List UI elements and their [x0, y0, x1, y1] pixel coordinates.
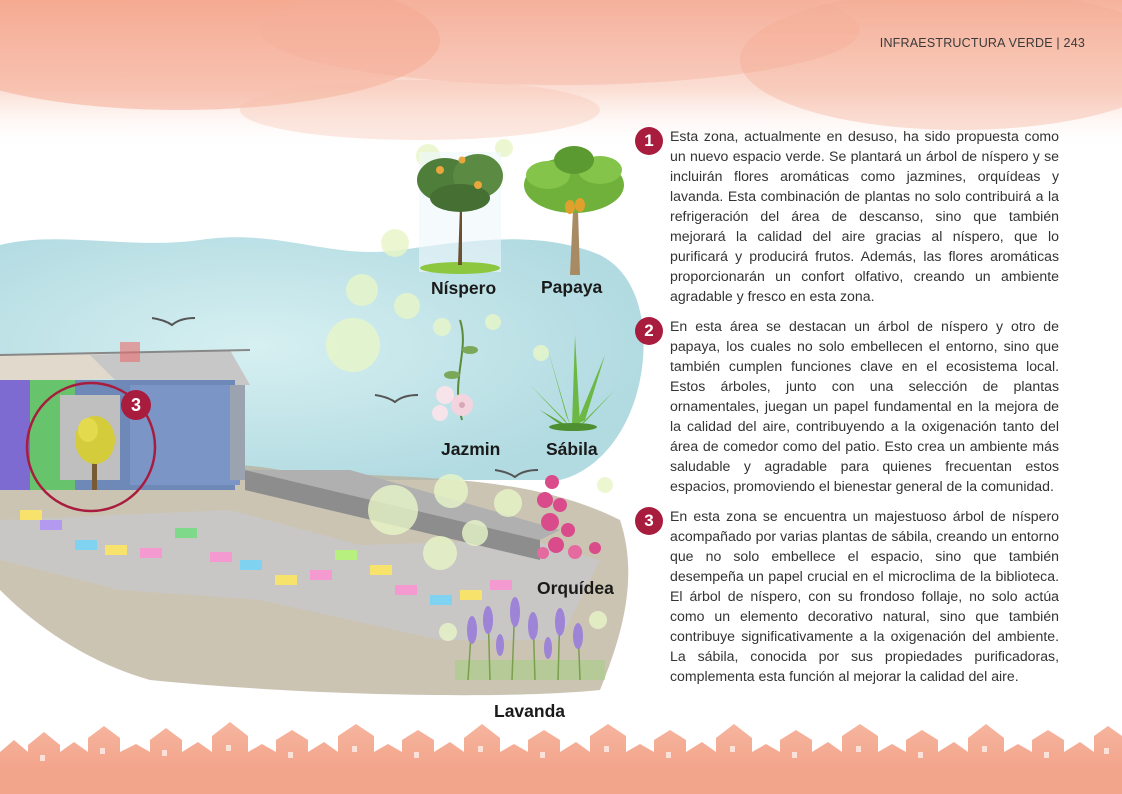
number-badge-2: 2	[635, 317, 663, 345]
description-text-1: Esta zona, actualmente en desuso, ha sido propuesta como un nuevo espacio verde. Se plantará un árbol de níspero y se incluirán flores aromáticas como jazmines, orquídeas y lavanda. Esta combinación de plantas no solo contribuirá a la refrigeración del área de descanso, sino que también mejorará la calidad del aire gracias al níspero, que lo purificará y producirá frutos. Además, las flores aromáticas proporcionarán un confort olfativo, creando un ambiente agradable y fresco en esta zona.	[670, 128, 1059, 304]
number-badge-1: 1	[635, 127, 663, 155]
bottom-houses-border	[0, 722, 1122, 794]
description-text-3: En esta zona se encuentra un majestuoso árbol de níspero acompañado por varias plantas de sábila, creando un entorno que no solo embellece el espacio, sino que también desempeña un papel crucial en el microclima de la biblioteca. El árbol de níspero, con su frondoso follaje, no solo actúa como un elemento decorativo natural, sino que también contribuye significativamente a la oxigenación del ambiente. La sábila, conocida por sus propiedades purificadoras, complementa esta función al mejorar la calidad del aire.	[670, 508, 1059, 684]
description-item-1	[635, 126, 1059, 306]
map-marker-3: 3	[121, 390, 151, 420]
number-badge-3: 3	[635, 507, 663, 535]
label-jazmin: Jazmin	[441, 439, 501, 459]
description-text-2: En esta área se destacan un árbol de níspero y otro de papaya, los cuales no solo embellecen el entorno, sino que también cumplen funciones clave en el ecosistema local. Estos árboles, junto con una selección de plantas ornamentales, juegan un papel fundamental en la mejora de la calidad del aire, contribuyendo a la oxigenación tanto del área de comedor como del patio. Esto crea un ambiente más saludable y agradable para quienes frecuentan estos espacios, promoviendo el bienestar general de la comunidad.	[670, 318, 1059, 494]
label-orquidea: Orquídea	[537, 578, 614, 598]
label-lavanda: Lavanda	[494, 701, 565, 721]
description-item-2	[635, 316, 1059, 496]
page-header: INFRAESTRUCTURA VERDE | 243	[879, 36, 1085, 50]
label-nispero: Níspero	[431, 278, 497, 298]
label-papaya: Papaya	[541, 277, 603, 297]
description-column	[635, 126, 1059, 696]
nispero-illustration	[417, 152, 503, 274]
description-item-3	[635, 506, 1059, 686]
label-sabila: Sábila	[546, 439, 598, 459]
